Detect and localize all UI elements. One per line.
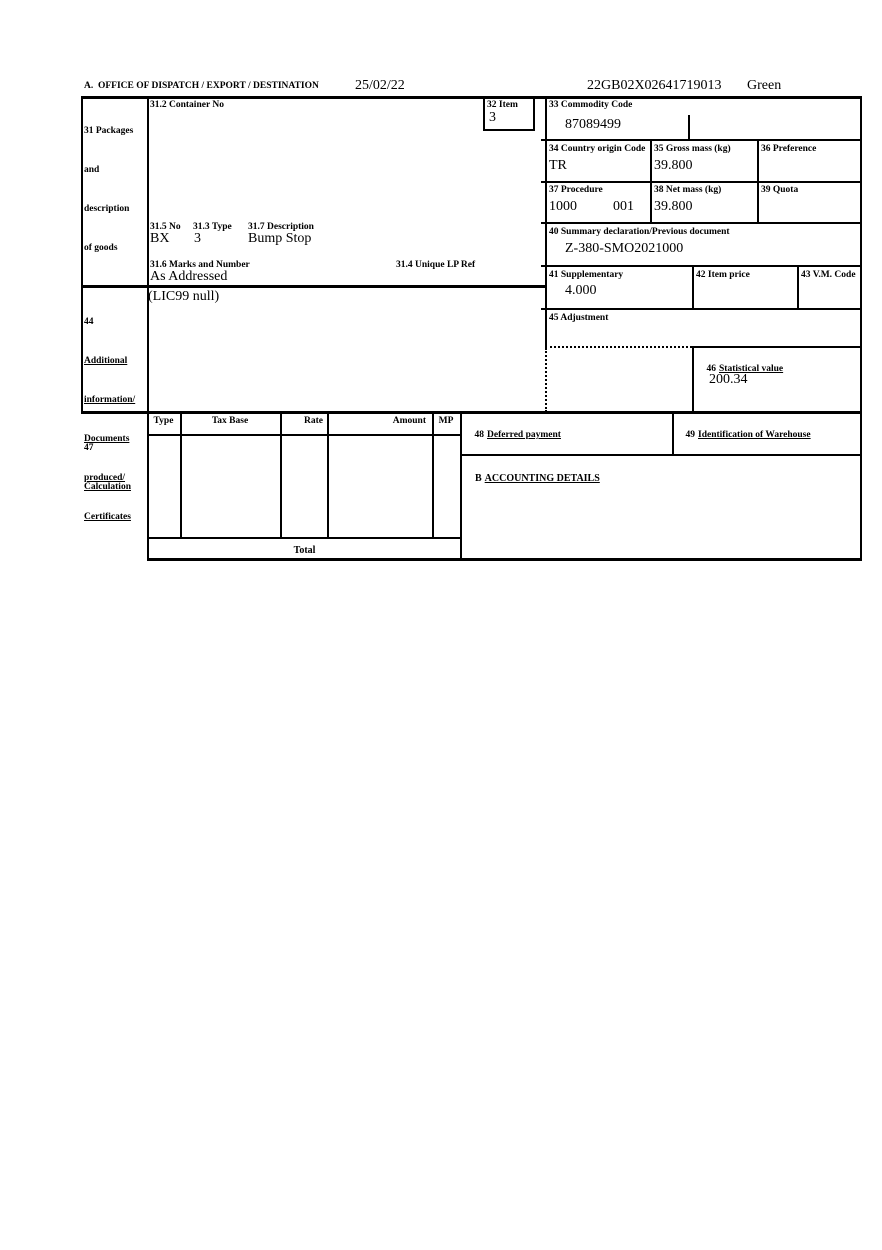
box46-left-line: [692, 346, 694, 413]
box34-country-value: TR: [549, 158, 567, 173]
box31-7-description-value: Bump Stop: [248, 231, 312, 246]
box31-6-marks-label: 31.6 Marks and Number: [150, 260, 250, 270]
box34-country-label: 34 Country origin Code: [549, 144, 646, 154]
routing-status: Green: [747, 78, 782, 93]
box33-commodity-value: 87089499: [565, 117, 621, 132]
calc-col-rate-line: [327, 411, 329, 539]
box39-quota-label: 39 Quota: [761, 185, 799, 195]
box40-summary-value: Z-380-SMO2021000: [565, 241, 684, 256]
calc-total-label: Total: [293, 545, 316, 556]
entry-number: 22GB02X02641719013: [587, 78, 722, 93]
box31-label-line4: of goods: [84, 243, 118, 253]
box31-3-type-label: 31.3 Type: [193, 222, 232, 232]
form-right-border-line: [860, 96, 862, 561]
box31-5-no-value: BX: [150, 231, 170, 246]
label-column-divider-line: [147, 96, 149, 561]
box44-label-line2: information/: [84, 395, 136, 405]
dotted-top-line: [545, 346, 692, 348]
calculation-section-top-line: [81, 411, 862, 414]
box38-net-mass-value: 39.800: [654, 199, 693, 214]
box31-6-marks-value: As Addressed: [150, 269, 228, 284]
box33-commodity-label: 33 Commodity Code: [549, 100, 633, 110]
box44-value: (LIC99 null): [148, 289, 220, 304]
box48-label-text: Deferred payment: [487, 430, 561, 440]
row-line-34-37: [541, 181, 862, 183]
box47-label-text: Calculation: [84, 482, 131, 492]
box31-label: [84, 99, 133, 281]
box37-procedure-value1: 1000: [549, 199, 577, 214]
row-line-33-34: [541, 139, 862, 141]
calc-body-bottom-line: [147, 537, 462, 539]
box46-statistical-value: 200.34: [709, 372, 748, 387]
form-left-border-line: [81, 96, 83, 414]
office-of-dispatch-label: A. OFFICE OF DISPATCH / EXPORT / DESTINATION: [84, 81, 319, 91]
col-divider-35-36: [757, 139, 759, 223]
box38-net-mass-label: 38 Net mass (kg): [654, 185, 722, 195]
box40-summary-label: 40 Summary declaration/Previous document: [549, 227, 730, 237]
accounting-label-text: ACCOUNTING DETAILS: [484, 473, 600, 484]
calc-header-type: Type: [153, 416, 174, 426]
calc-col-taxbase-line: [280, 411, 282, 539]
box32-left-line: [483, 96, 485, 131]
box41-supplementary-label: 41 Supplementary: [549, 270, 624, 280]
box31-label-line3: description: [84, 204, 130, 214]
box45-adjustment-label: 45 Adjustment: [549, 313, 609, 323]
calc-header-rate: Rate: [304, 416, 323, 426]
box49-number: 49: [685, 430, 695, 440]
calc-header-amount: Amount: [392, 416, 426, 426]
calc-col-type-line: [180, 411, 182, 539]
box44-label-line1: Additional: [84, 356, 128, 366]
accounting-prefix: B: [475, 473, 482, 484]
form-bottom-border-line: [147, 558, 862, 561]
box42-item-price-label: 42 Item price: [696, 270, 750, 280]
box32-item-value: 3: [489, 110, 496, 125]
accounting-details-label: [465, 459, 600, 498]
box36-preference-label: 36 Preference: [761, 144, 817, 154]
col-divider-48-49: [672, 411, 674, 456]
dotted-left-line: [545, 348, 547, 412]
box44-number: 44: [84, 317, 94, 327]
box31-label-line2: and: [84, 165, 100, 175]
box31-2-container-label: 31.2 Container No: [150, 100, 224, 110]
box46-top-line: [692, 346, 862, 348]
box31-7-description-label: 31.7 Description: [248, 222, 314, 232]
col-divider-41-42: [692, 265, 694, 310]
box37-procedure-label: 37 Procedure: [549, 185, 603, 195]
box31-label-line1: 31 Packages: [84, 126, 134, 136]
box43-vm-code-label: 43 V.M. Code: [801, 270, 856, 280]
commodity-code-sub-divider-line: [688, 115, 690, 141]
box31-box44-divider-line: [81, 285, 547, 288]
calc-header-tax-base: Tax Base: [211, 416, 249, 426]
box44-label-line5: Certificates: [84, 512, 131, 522]
box37-procedure-value2: 001: [613, 199, 634, 214]
box46-label-text: Statistical value: [719, 364, 784, 374]
col-divider-34-35: [650, 139, 652, 223]
box32-item-label: 32 Item: [487, 100, 518, 110]
box31-5-no-label: 31.5 No: [150, 222, 181, 232]
box35-gross-mass-label: 35 Gross mass (kg): [654, 144, 731, 154]
col-divider-42-43: [797, 265, 799, 310]
calc-header-bottom-line: [147, 434, 462, 436]
calc-col-amount-line: [432, 411, 434, 539]
row-line-37-40: [541, 222, 862, 224]
box35-gross-mass-value: 39.800: [654, 158, 693, 173]
row-line-40-41: [541, 265, 862, 267]
box49-warehouse-label: [676, 416, 811, 455]
box48-number: 48: [474, 430, 484, 440]
box47-label: [84, 416, 131, 520]
box31-3-type-value: 3: [194, 231, 201, 246]
row-line-41-45: [541, 308, 862, 310]
box32-bottom-line: [483, 129, 535, 131]
calc-table-right-line: [460, 411, 462, 561]
box32-right-line: [533, 96, 535, 131]
box31-4-lp-ref-label: 31.4 Unique LP Ref: [396, 260, 476, 270]
declaration-date: 25/02/22: [355, 78, 405, 93]
box46-number: 46: [706, 364, 716, 374]
box44-label-line3: Documents: [84, 434, 130, 444]
calc-header-mp: MP: [438, 416, 454, 426]
box47-number: 47: [84, 443, 94, 453]
box41-supplementary-value: 4.000: [565, 283, 597, 298]
box49-label-text: Identification of Warehouse: [698, 430, 811, 440]
box48-deferred-label: [465, 416, 561, 455]
box44-label-line4: produced/: [84, 473, 126, 483]
